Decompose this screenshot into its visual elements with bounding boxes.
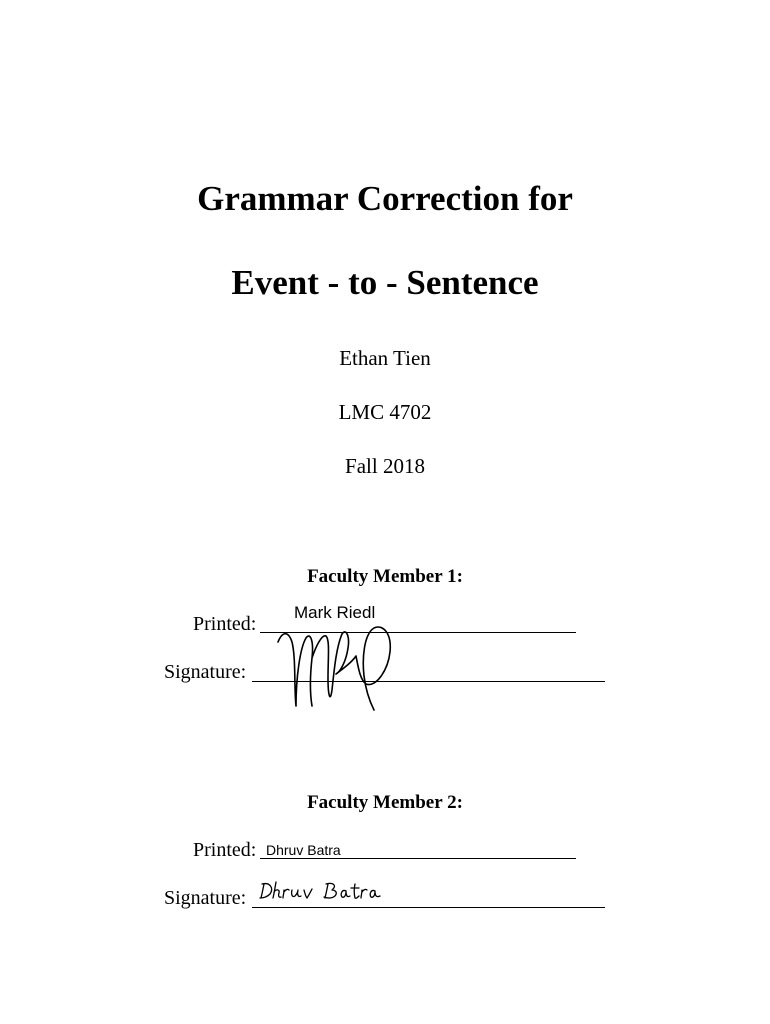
term: Fall 2018 [345, 454, 425, 478]
faculty-1-signature-image [270, 618, 410, 718]
faculty-2-signature-label: Signature: [164, 887, 247, 909]
faculty-1-heading: Faculty Member 1: [307, 566, 463, 587]
title-line-1: Grammar Correction for [197, 179, 573, 218]
faculty-1-printed-value: Mark Riedl [294, 603, 376, 622]
faculty-2-printed-value: Dhruv Batra [266, 842, 341, 858]
faculty-2-signature-line [252, 907, 605, 908]
course-code: LMC 4702 [338, 400, 432, 424]
faculty-2-signature-image [258, 878, 388, 904]
faculty-2-printed-label: Printed: [193, 839, 257, 861]
faculty-1-printed-label: Printed: [193, 613, 257, 635]
faculty-1-signature-label: Signature: [164, 661, 247, 683]
faculty-2-heading: Faculty Member 2: [307, 792, 463, 813]
title-line-2: Event - to - Sentence [231, 263, 539, 302]
author-name: Ethan Tien [339, 346, 431, 370]
